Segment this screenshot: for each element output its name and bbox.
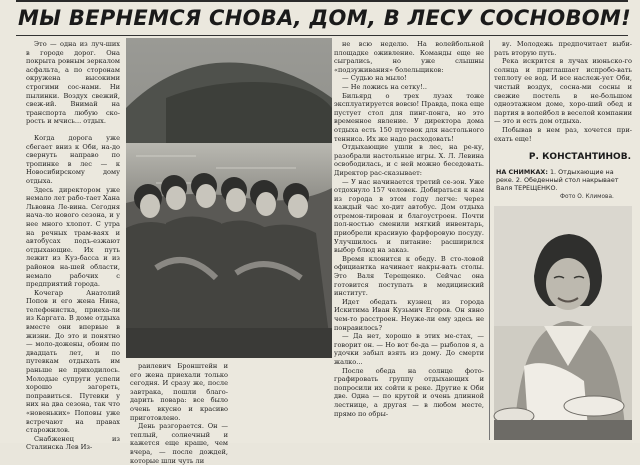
- paragraph: Здесь директором уже немало лет рабо-тает Хана Львовна Ле-вина. Сегодня нача-ло нового сезона, и у нее много хлопот. С утра на речных трам-ваях и автобусах подъ-езжают отдыхающие. Их путь лежит из Куз-басса и из районов на-шей области, немало рабочих с предприятий города.: [26, 185, 120, 289]
- paragraph: После обеда на солнце фото-графировать группу отдыхающих и попросили их сойти к реке. Другие к Оби две. Одна — по крутой и очень длинной лестнице, а другая — в любом месте, прямо по обры-: [334, 366, 484, 418]
- caption-heading: НА СНИМКАХ:: [496, 168, 548, 176]
- column-2-bottom: [130, 362, 228, 465]
- column-3: [334, 40, 484, 440]
- paragraph: — Не ложись на сетку!..: [342, 82, 427, 91]
- paragraph: Кочегар Анатолий Попов и его жена Нина, телефонистка, приеха-ли из Каргата. В доме отдыха вместе они впервые в жизни. До это и понятно — моло-дожены, обоим по двадцать лет, и по путевкам отдыхать им раньше не приходилось. Молодые супруги успели хорошо загореть, поправиться. Путевки у них на два сезона, так что «новеньких» Поповы уже встречают на правах старожилов.: [26, 288, 120, 435]
- paragraph: не всю неделю. На волейбольной площадке оживление. Команды еще не сыгрались, но уже слышны «подзуживания» болельщиков:: [334, 40, 484, 74]
- author-byline: Р. КОНСТАНТИНОВ.: [528, 152, 631, 162]
- paragraph: — Судью на мыло!: [342, 74, 407, 83]
- headline-rule: [16, 35, 628, 36]
- paragraph: — Да нет, хорошо в этих ме-стах, — говорит он. — Но вот бе-да — рыболов я, а удочки забыл взять из дому. До смерти жалко...: [334, 332, 484, 366]
- paragraph: Это — одна из луч-ших в городе дорог. Она покрыта ровным зеркалом асфальта, а по сторонам окружена высокими строгими сос-нами. Ни пылинки. Воздух свежий, свеж-ий. Внимай на транспорта любую ско-рость и мчись... отдых.: [26, 40, 120, 126]
- paragraph: День разгорается. Он — теплый, солнечный и кажется еще краше, чем вчера, — после дождей, которые шли чуть ли: [130, 422, 228, 465]
- column-divider: [489, 40, 490, 440]
- paragraph: Река искрится в лучах июньско-го солнца и приглашает испробо-вать теплоту ее вод. И все наслеж-ует Оби, чистый воздух, сосна-ми сосны и свежие постель в не-большом одноэтажном доме, хоро-ший обед и партия в волейбол в веселой компании — это и есть дом отдыха.: [494, 57, 632, 126]
- photo-credit: Фото О. Климова.: [560, 194, 614, 200]
- headline: МЫ ВЕРНЕМСЯ СНОВА, ДОМ, В ЛЕСУ СОСНОВОМ!: [18, 6, 632, 30]
- paragraph: раилевич Бронштейн и его жена приехали только сегодня. И сразу же, после завтрака, пошли благо-дарить повара: все было очень вкусно и красиво приготовлено.: [130, 362, 228, 422]
- column-1-main: [26, 134, 120, 452]
- photo-caption: [496, 168, 632, 193]
- caption-text: 1. Отдыхающие на реке. 2. Обеденный стол накрывает Валя ТЕРЕЩЕНКО.: [496, 168, 619, 193]
- paragraph: Идет обедать кузнец из города Искитима Иван Кузьмич Егоров. Он явно чем-то расстроен. Неуже-ли ему здесь не понравилось?: [334, 297, 484, 332]
- paragraph: ву. Молодежь предпочитает выби-рать вторую путь.: [494, 40, 632, 57]
- photo-river-group: [126, 38, 332, 358]
- paragraph: Бильярд о трех лузах тоже эксплуатируется вовсю! Правда, пока еще пустует стол для пинг-понга, но это временное явление. У директора дома отдыха есть 150 путевок для настольного тенниса. Их же надо расходовать!: [334, 91, 484, 143]
- paragraph: — У нас начинается третий се-зон. Уже отдохнуло 157 человек. Добираться к нам из города в этом году легче: через каждый час хо-дит автобус. Дом отдыха отремон-тирован и благоустроен. Почти пол-ностью сменили мягкий инвентарь, приобрели красивую фарфоровую посуду. Улучшилось и питание: расширился выбор блюд на заказ.: [334, 177, 484, 255]
- column-4-top: [494, 40, 632, 148]
- column-1-top: [26, 40, 120, 132]
- top-rule: [16, 0, 628, 2]
- paragraph: Побывав в нем раз, хочется при-ехать еще!: [494, 125, 632, 143]
- paragraph: Отдыхающие ушли в лес, на ре-ку, разобрали настольные игры. Х. Л. Левина освободилась, и с ней можно беседовать. Директор рас-сказывает:: [334, 143, 484, 177]
- paragraph: Снабженец из Сталинска Лев Из-: [26, 434, 120, 452]
- paragraph: Когда дорога уже сбегает вниз к Оби, на-до свернуть направо по тропинке в лес — к Новосибирскому дому отдыха.: [26, 134, 120, 185]
- paragraph: Время клонится к обеду. В сто-ловой официантка начинает накры-вать столы. Это Валя Терещенко. Сейчас она готовится поступать в медицинский институт.: [334, 254, 484, 298]
- photo-waitress: [494, 206, 632, 440]
